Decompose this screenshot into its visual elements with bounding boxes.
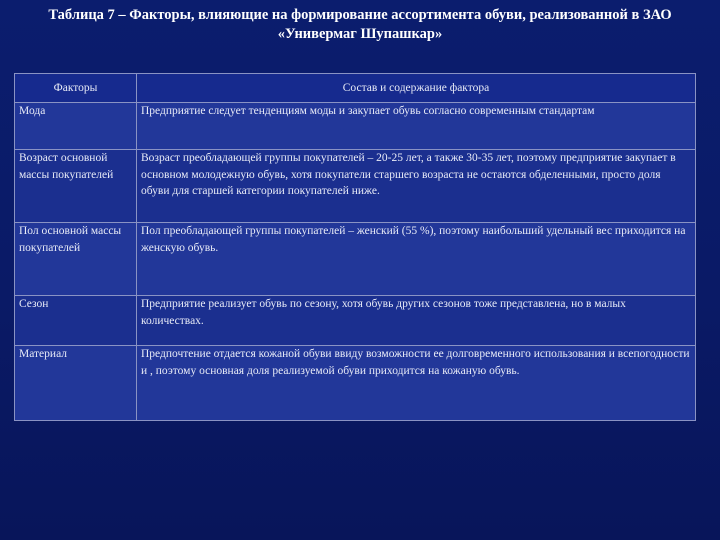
table-row — [15, 223, 696, 296]
table-row — [15, 296, 696, 346]
factor-cell: Материал — [15, 346, 137, 421]
table-row — [15, 150, 696, 223]
description-cell: Предприятие реализует обувь по сезону, хотя обувь других сезонов тоже представлена, но в малых количествах. — [137, 296, 696, 346]
table-row — [15, 103, 696, 150]
slide-title: Таблица 7 – Факторы, влияющие на формирование ассортимента обуви, реализованной в ЗАО «Универмаг Шупашкар» — [48, 7, 672, 42]
column-header-description: Состав и содержание фактора — [137, 74, 696, 103]
table-header-row — [15, 74, 696, 103]
factor-cell: Пол основной массы покупателей — [15, 223, 137, 296]
factors-table — [14, 73, 696, 421]
column-header-factors: Факторы — [15, 74, 137, 103]
factor-cell: Сезон — [15, 296, 137, 346]
description-cell: Предпочтение отдается кожаной обуви ввиду возможности ее долговременного использования и всепогодности и , поэтому основная доля реализуемой обуви приходится на кожаную обувь. — [137, 346, 696, 421]
table-row — [15, 346, 696, 421]
description-cell: Предприятие следует тенденциям моды и закупает обувь согласно современным стандартам — [137, 103, 696, 150]
description-cell: Пол преобладающей группы покупателей – женский (55 %), поэтому наибольший удельный вес приходится на женскую обувь. — [137, 223, 696, 296]
factor-cell: Возраст основной массы покупателей — [15, 150, 137, 223]
description-cell: Возраст преобладающей группы покупателей – 20-25 лет, а также 30-35 лет, поэтому предприятие закупает в основном молодежную обувь, хотя покупатели старшего возраста не остаются обделенными, просто доля обуви для старшей категории покупателей ниже. — [137, 150, 696, 223]
factor-cell: Мода — [15, 103, 137, 150]
